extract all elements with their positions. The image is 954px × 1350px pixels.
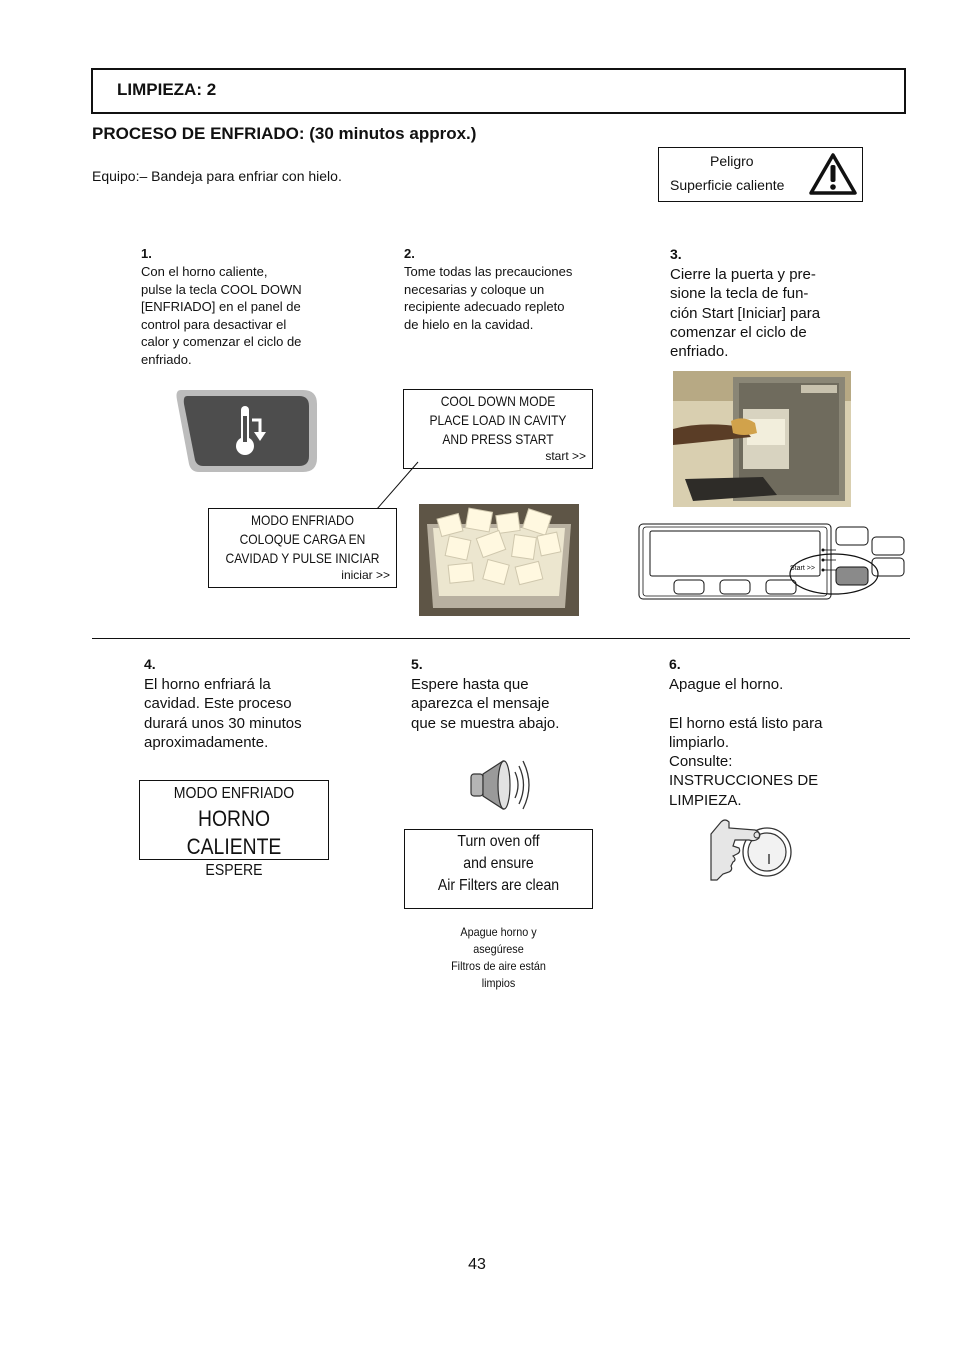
display-line: PLACE LOAD IN CAVITY [429, 412, 567, 428]
caption-line: asegúrese [473, 942, 524, 956]
speaker-icon [469, 758, 533, 812]
step-2-text [404, 263, 572, 333]
step-6-line: LIMPIEZA. [669, 791, 742, 809]
caption-line: Filtros de aire están [451, 959, 546, 973]
ice-tray-image [419, 504, 579, 616]
step-4-text [144, 675, 302, 752]
process-title: PROCESO DE ENFRIADO: (30 minutos approx.) [92, 124, 477, 143]
step-2-line: recipiente adecuado repleto [404, 299, 565, 314]
step-5-number: 5. [411, 656, 423, 672]
warning-triangle-icon [808, 152, 858, 196]
step-1-line: calor y comenzar el ciclo de [141, 334, 302, 349]
cool-down-display-es [208, 508, 397, 588]
step-5-line: Espere hasta que [411, 676, 529, 693]
display-start-label: iniciar >> [341, 568, 390, 582]
step-6-text [669, 675, 822, 810]
display-line: COOL DOWN MODE [440, 393, 556, 409]
callout-line [370, 460, 420, 512]
display-line: AND PRESS START [442, 431, 554, 447]
step-3-line: enfriado. [670, 343, 729, 361]
caption-line: limpios [481, 976, 516, 990]
step-3-line: ción Start [Iniciar] para [670, 304, 821, 322]
step-2-line: de hielo en la cavidad. [404, 316, 534, 332]
thermometer-down-icon [175, 386, 319, 474]
display-line: MODO ENFRIADO [173, 785, 295, 802]
step-5-text [411, 675, 559, 733]
step-1-line: enfriado. [141, 351, 192, 367]
display-start-label: start >> [545, 449, 586, 463]
step-4-line: aproximadamente. [144, 733, 269, 751]
section-title: LIMPIEZA: 2 [117, 80, 217, 99]
step-6-number: 6. [669, 656, 681, 672]
step-6-line: Consulte: [669, 753, 733, 771]
section-divider [92, 638, 910, 639]
step-1-line: Con el horno caliente, [141, 264, 268, 279]
step-6-line [669, 694, 822, 713]
equipment-text: Equipo:– Bandeja para enfriar con hielo. [92, 168, 342, 184]
warning-text: Superficie caliente [670, 177, 785, 193]
step-1-line: pulse la tecla COOL DOWN [141, 281, 302, 297]
display-line: and ensure [463, 855, 534, 872]
step-3-number: 3. [670, 246, 682, 262]
page-number: 43 [468, 1256, 486, 1273]
step-2-line: Tome todas las precauciones [404, 264, 573, 279]
oven-door-image [673, 371, 851, 507]
warning-title: Peligro [710, 153, 754, 169]
step-3-line: sione la tecla de fun- [670, 285, 809, 303]
step-3-line: comenzar el ciclo de [670, 323, 807, 341]
step-5-line: que se muestra abajo. [411, 714, 560, 732]
display-line: MODO ENFRIADO [250, 512, 355, 528]
turn-off-caption-es [413, 924, 583, 992]
step-1-text [141, 263, 302, 368]
step-4-line: cavidad. Este proceso [144, 695, 292, 713]
display-line: ESPERE [205, 862, 263, 879]
step-6-line: INSTRUCCIONES DE [669, 772, 819, 790]
display-line: Air Filters are clean [437, 877, 560, 894]
oven-hot-display [139, 780, 329, 879]
control-panel-diagram [638, 522, 906, 602]
step-4-line: El horno enfriará la [144, 676, 271, 693]
step-2-line: necesarias y coloque un [404, 281, 545, 297]
step-1-line: control para desactivar el [141, 316, 287, 332]
step-5-line: aparezca el mensaje [411, 695, 550, 713]
step-4-number: 4. [144, 656, 156, 672]
caption-line: Apague horno y [460, 925, 537, 939]
step-1-line: [ENFRIADO] en el panel de [141, 299, 301, 314]
step-3-line: Cierre la puerta y pre- [670, 266, 816, 283]
step-3-text [670, 265, 820, 361]
display-line: Turn oven off [457, 833, 540, 850]
display-line: HORNO CALIENTE [186, 806, 282, 859]
turn-off-display [404, 829, 593, 909]
display-line: COLOQUE CARGA EN [239, 531, 366, 547]
cool-down-display-en [403, 389, 593, 469]
step-4-line: durará unos 30 minutos [144, 714, 302, 732]
panel-start-label: Start >> [790, 565, 815, 572]
step-1-number: 1. [141, 246, 152, 261]
step-2-number: 2. [404, 246, 415, 261]
step-6-line: El horno está listo para [669, 714, 823, 732]
step-6-line: Apague el horno. [669, 676, 784, 693]
display-line: CAVIDAD Y PULSE INICIAR [225, 550, 380, 566]
power-button-hand-icon [709, 818, 795, 884]
step-6-line: limpiarlo. [669, 733, 730, 751]
